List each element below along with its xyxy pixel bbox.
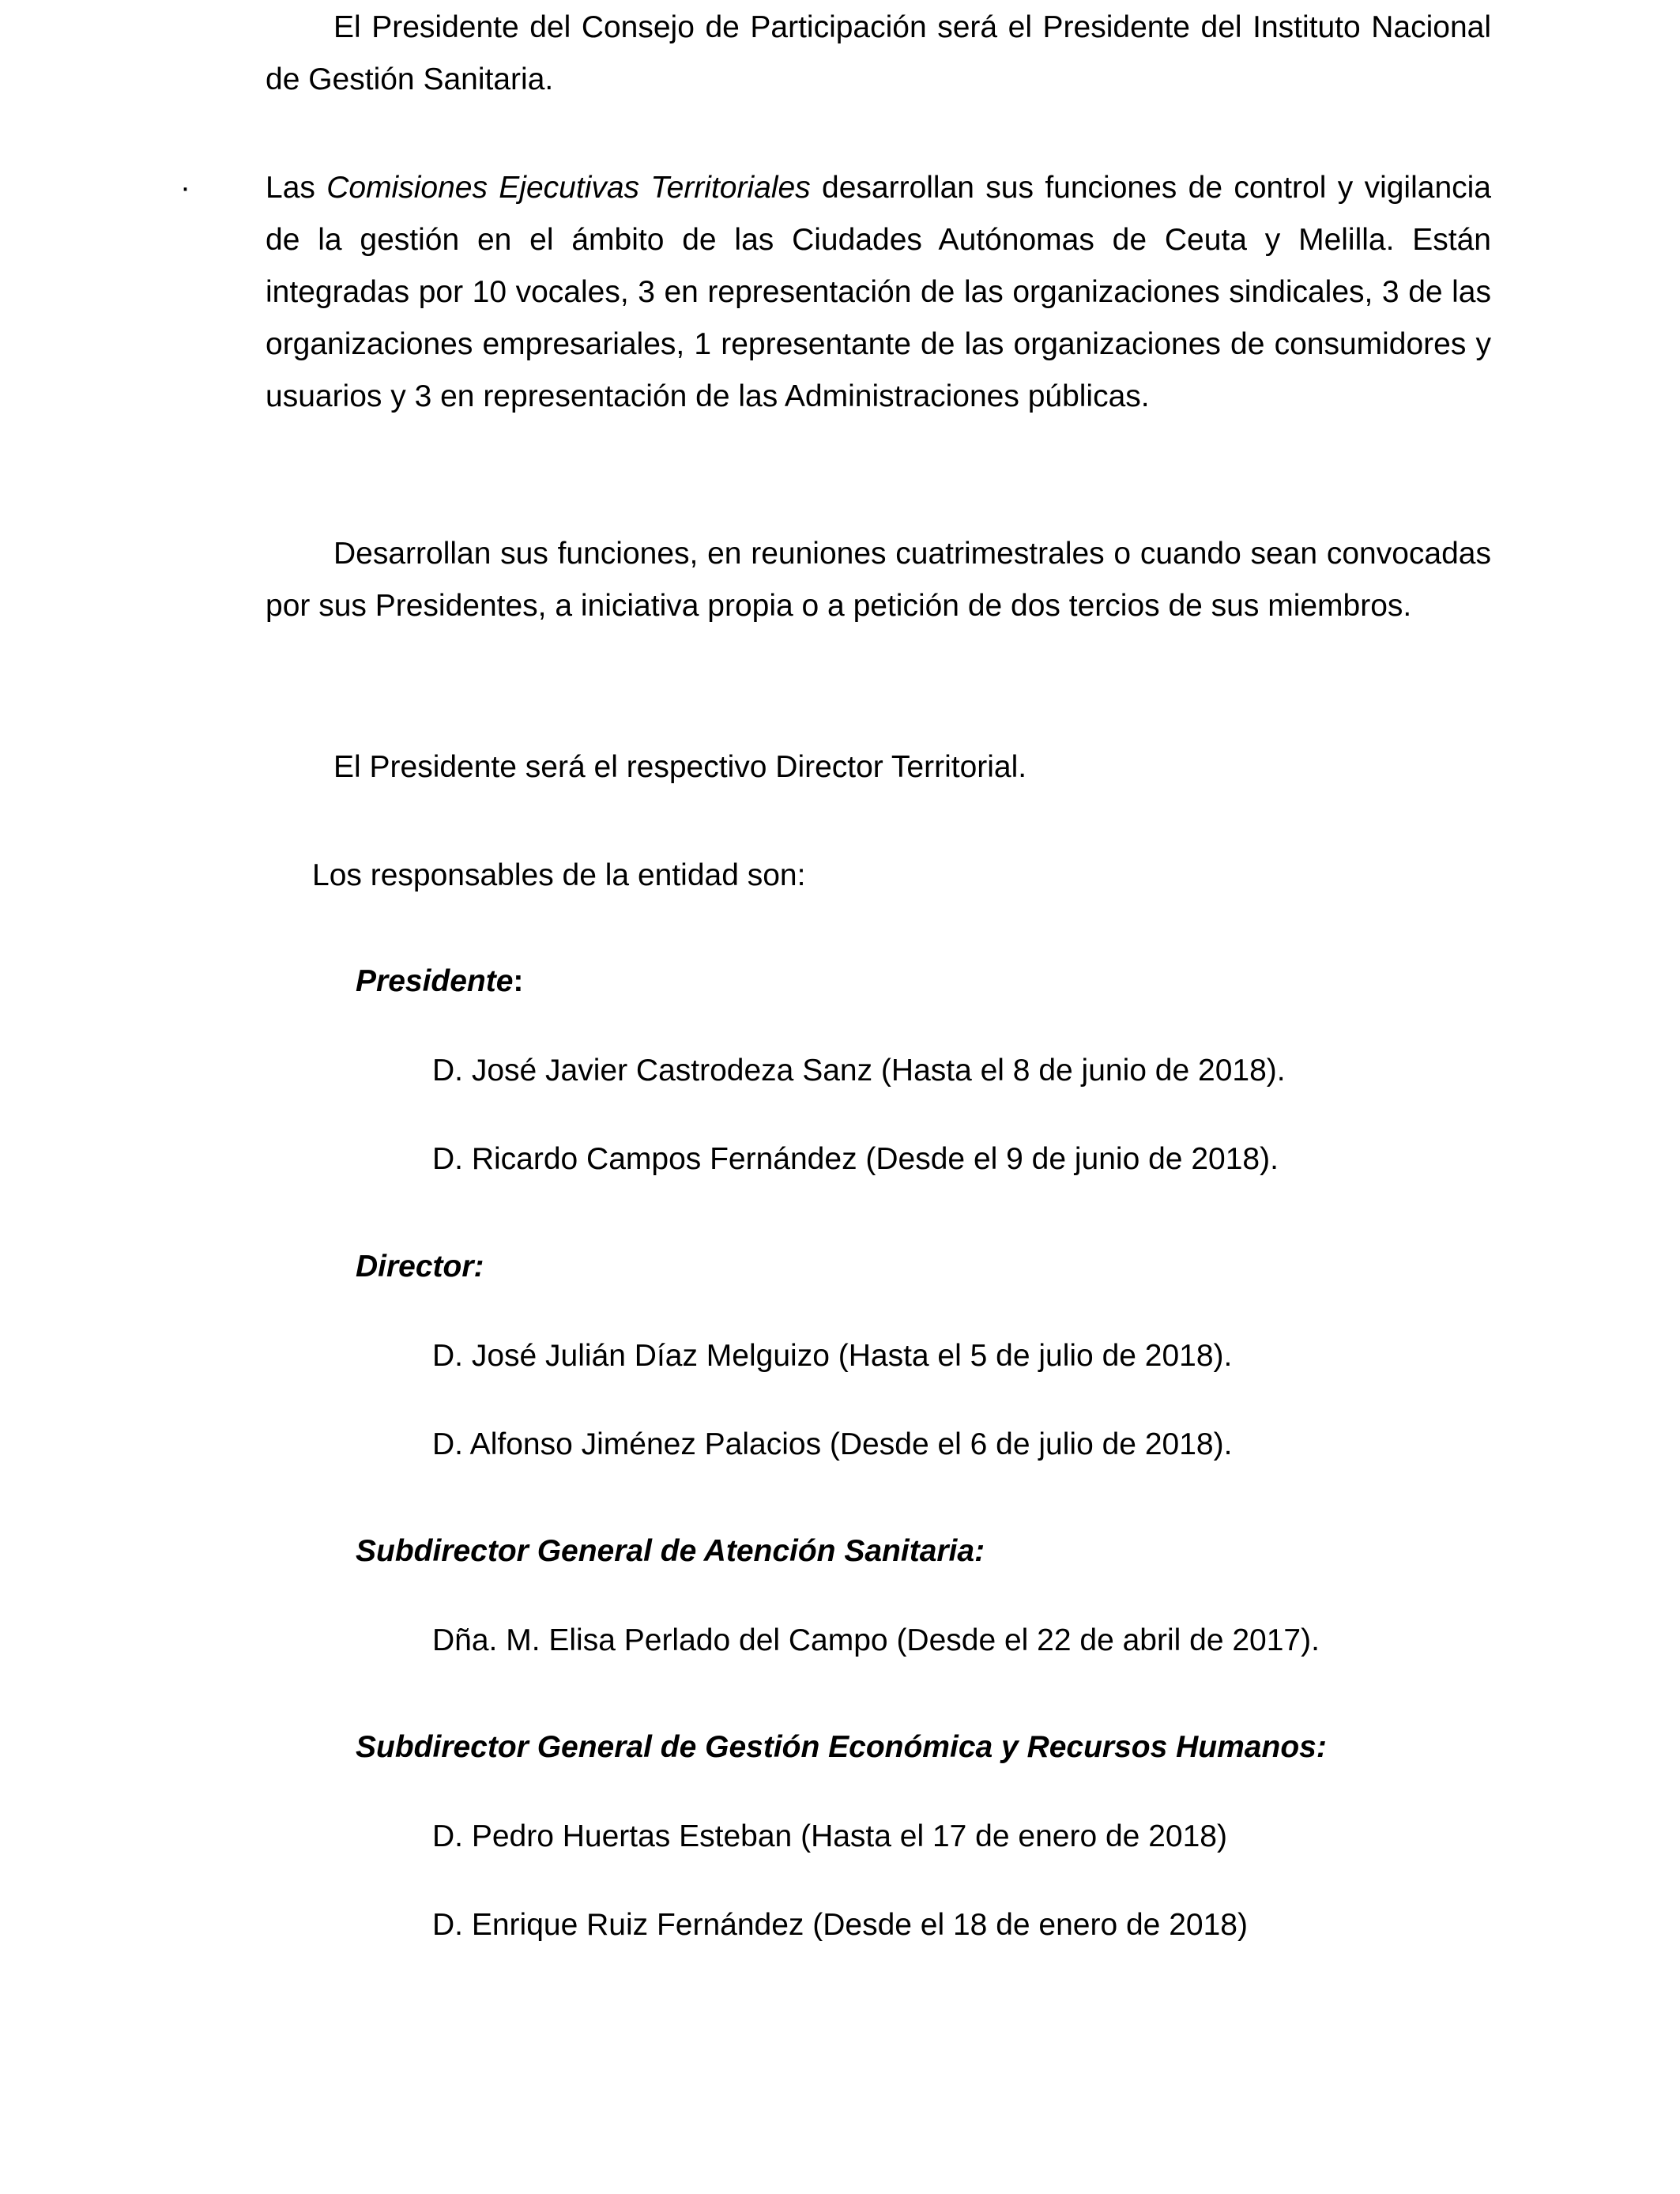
- person-entry: D. Pedro Huertas Esteban (Hasta el 17 de enero de 2018): [432, 1819, 1227, 1853]
- paragraph-comisiones-rest: desarrollan sus funciones de control y vigilancia de la gestión en el ámbito de las Ciudades Autónomas de Ceuta y Melilla. Están integradas por 10 vocales, 3 en representación de las organizaciones sindicales, 3 de las organizaciones empresariales, 1 representante de las organizaciones de consumidores y usuarios y 3 en representación de las Administraciones públicas.: [266, 171, 1491, 413]
- section-heading-gestion-economica: Subdirector General de Gestión Económica y Recursos Humanos:: [356, 1730, 1327, 1764]
- person-entry: D. José Javier Castrodeza Sanz (Hasta el 8 de junio de 2018).: [432, 1054, 1286, 1088]
- person-entry: D. Enrique Ruiz Fernández (Desde el 18 de enero de 2018): [432, 1908, 1248, 1942]
- paragraph-comisiones: [266, 162, 1491, 423]
- paragraph-director-territorial: El Presidente será el respectivo Director Territorial.: [333, 750, 1027, 784]
- paragraph-responsables: Los responsables de la entidad son:: [312, 858, 806, 892]
- bullet-marker: ·: [180, 171, 190, 205]
- section-heading-presidente: Presidente:: [356, 964, 524, 998]
- person-entry: D. Ricardo Campos Fernández (Desde el 9 de junio de 2018).: [432, 1142, 1279, 1176]
- person-entry: D. José Julián Díaz Melguizo (Hasta el 5 de julio de 2018).: [432, 1339, 1233, 1373]
- paragraph-consejo-presidente: El Presidente del Consejo de Participación será el Presidente del Instituto Nacional de Gestión Sanitaria.: [266, 10, 1491, 96]
- paragraph-funciones: Desarrollan sus funciones, en reuniones cuatrimestrales o cuando sean convocadas por sus Presidentes, a iniciativa propia o a petición de dos tercios de sus miembros.: [266, 537, 1491, 623]
- paragraph-comisiones-prefix: Las: [266, 171, 327, 205]
- section-heading-director: Director:: [356, 1250, 484, 1284]
- paragraph-comisiones-italic: Comisiones Ejecutivas Territoriales: [326, 171, 811, 205]
- section-heading-atencion-sanitaria: Subdirector General de Atención Sanitaria:: [356, 1534, 985, 1568]
- person-entry: D. Alfonso Jiménez Palacios (Desde el 6 de julio de 2018).: [432, 1427, 1233, 1461]
- person-entry: Dña. M. Elisa Perlado del Campo (Desde el 22 de abril de 2017).: [432, 1623, 1320, 1657]
